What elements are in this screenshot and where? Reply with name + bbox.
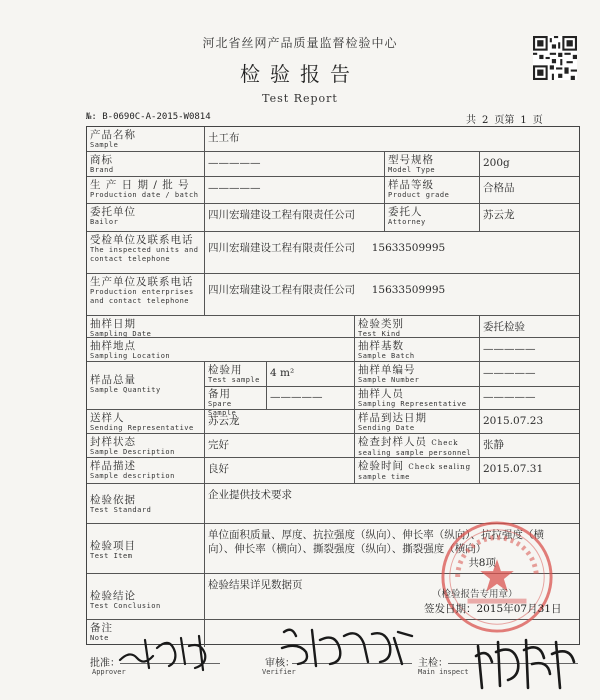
inspector-label-en: Main inspect (418, 668, 469, 676)
approver-label-en: Approver (92, 668, 126, 676)
row-sampling-date: 抽样日期 Sampling Date 检验类别 Test Kind 委托检验 (87, 315, 579, 338)
approver-signature-icon (115, 628, 220, 673)
report-title: 检验报告 (240, 62, 360, 86)
page-counter: 共 2 页第 1 页 (466, 115, 543, 126)
inspection-seal-icon (438, 518, 556, 636)
row-bailor: 委托单位 Bailor 四川宏瑞建设工程有限责任公司 委托人 Attorney 苏云龙 (87, 203, 579, 232)
report-subtitle: Test Report (262, 92, 338, 105)
row-sending-rep: 送样人 Sending Representative 苏云龙 样品到达日期 Sending Date 2015.07.23 (87, 409, 579, 434)
report-number: №: B-0690C-A-2015-W0814 (86, 112, 211, 122)
row-sampling-location: 抽样地点 Sampling Location 抽样基数 Sample Batch ————— (87, 337, 579, 362)
row-test-item: 检验项目 Test Item 单位面积质量、厚度、抗拉强度（纵向）、伸长率（纵向）、抗拉强度（横 向）、伸长率（横向）、撕裂强度（纵向）、撕裂强度（横向） 共8项 (87, 523, 579, 574)
verifier-signature-icon (278, 622, 418, 670)
row-sample-description: 样品描述 Sample description 良好 检验时间 Check sealing sample time 2015.07.31 (87, 457, 579, 484)
row-production-enterprise: 生产单位及联系电话 Production enterprises and contact telephone 四川宏瑞建设工程有限责任公司 15633509995 (87, 273, 579, 316)
row-production-date: 生 产 日 期 / 批 号 Production date / batch ————— 样品等级 Product grade 合格品 (87, 176, 579, 204)
row-sample-quantity: 样品总量 Sample Quantity 检验用 Test sample 备用 Spare Sample 4 m² ————— 抽样单编号 Sample Number 抽样人员 Sampling Representative ————— ————— (87, 361, 579, 410)
sample-value: 土工布 (208, 132, 240, 144)
row-note: 备注 Note (87, 619, 579, 647)
verifier-label: 审核： (265, 658, 295, 669)
row-sample-status: 封样状态 Sample Description 完好 检查封样人员 Check sealing sample personnel 张静 (87, 433, 579, 458)
inspector-signature-icon (470, 632, 580, 692)
row-test-conclusion: 检验结论 Test Conclusion 检验结果详见数据页 (87, 573, 579, 620)
row-inspected-unit: 受检单位及联系电话 The inspected units and contact telephone 四川宏瑞建设工程有限责任公司 15633509995 (87, 231, 579, 274)
row-test-standard: 检验依据 Test Standard 企业提供技术要求 (87, 483, 579, 524)
verifier-label-en: Verifier (262, 668, 296, 676)
qr-code-icon (533, 36, 577, 80)
issuing-organization: 河北省丝网产品质量监督检验中心 (202, 36, 398, 50)
issue-date: 签发日期：2015年07月31日 (424, 603, 562, 615)
row-brand: 商标 Brand ————— 型号规格 Model Type 200g (87, 151, 579, 177)
approver-label: 批准： (90, 658, 120, 669)
stamp-note: （检验报告专用章） (432, 589, 518, 600)
row-sample: 产品名称 Sample 土工布 (87, 127, 579, 151)
inspector-label: 主检： (418, 658, 448, 669)
